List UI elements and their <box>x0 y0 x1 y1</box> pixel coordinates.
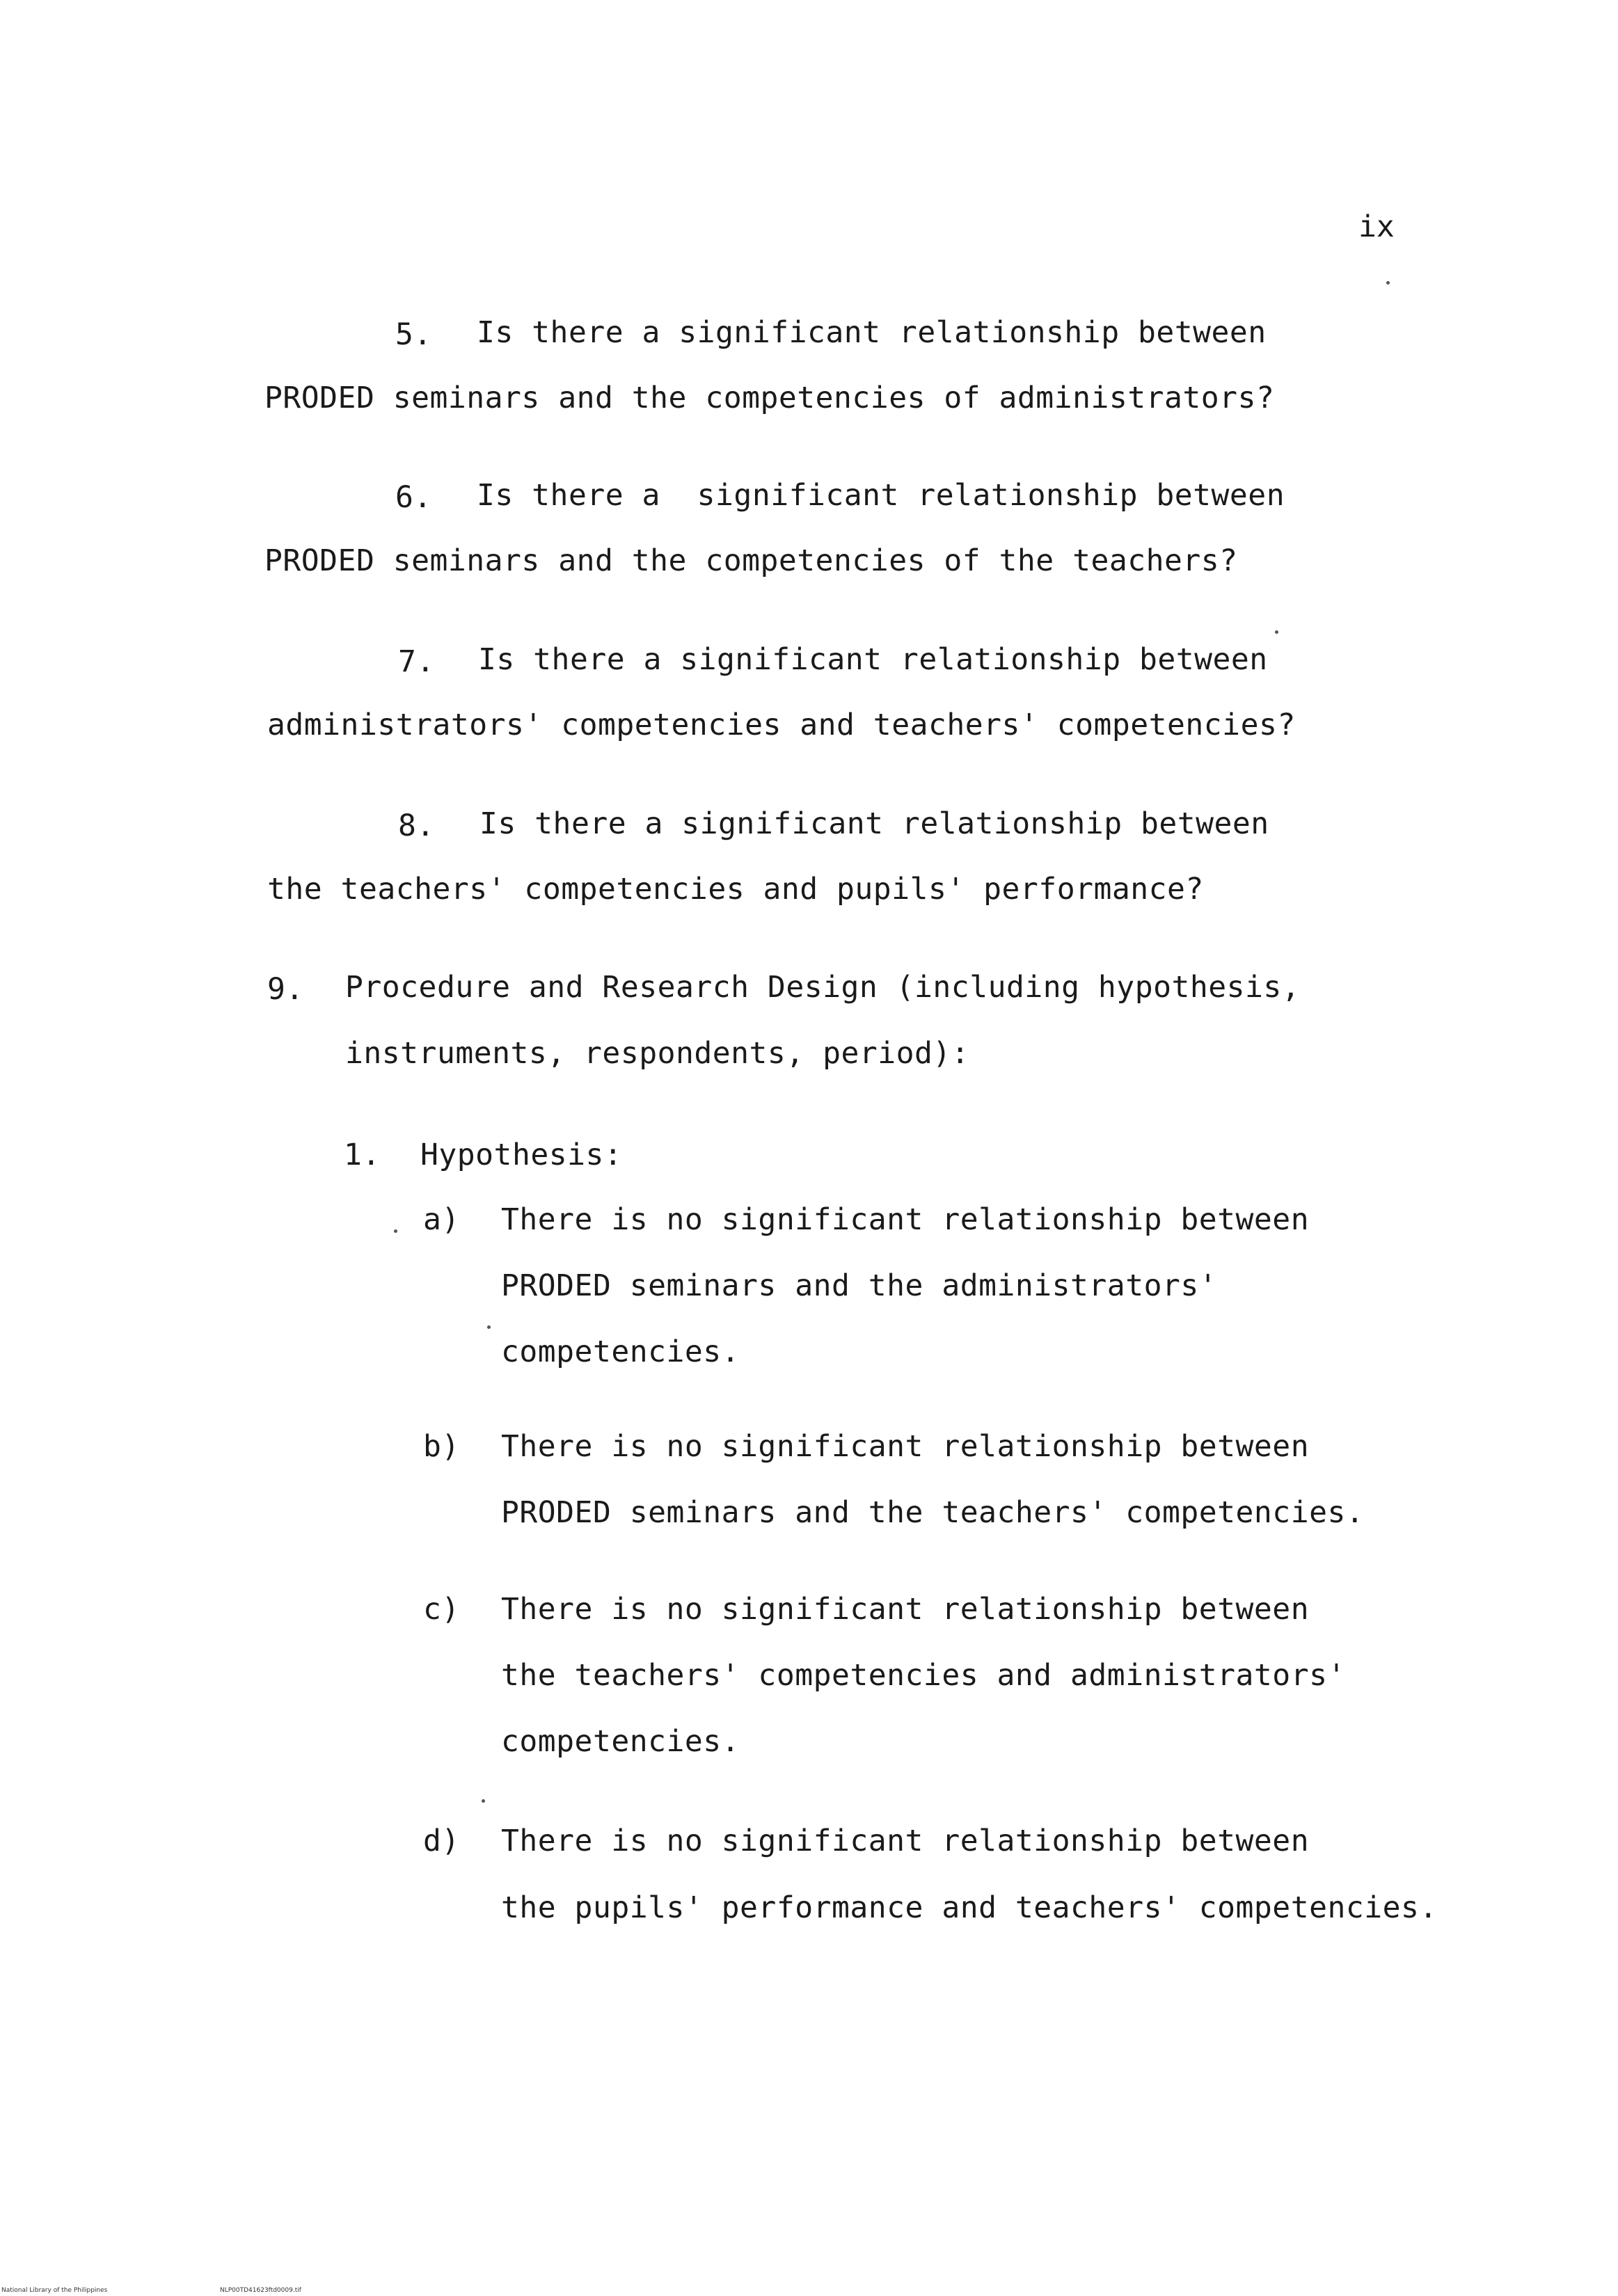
scan-speck <box>1275 630 1278 634</box>
scan-speck <box>1386 281 1390 285</box>
hypothesis-text: There is no significant relationship between <box>501 1429 1310 1464</box>
question-text: PRODED seminars and the competencies of the teachers? <box>264 543 1238 578</box>
section-heading: instruments, respondents, period): <box>345 1036 970 1071</box>
scan-speck <box>487 1325 491 1329</box>
hypothesis-text: the teachers' competencies and administrators' <box>501 1658 1346 1693</box>
scan-speck <box>482 1799 485 1803</box>
question-text: administrators' competencies and teachers' competencies? <box>267 708 1296 742</box>
footer-library: National Library of the Philippines <box>1 2287 108 2294</box>
hypothesis-label: d) <box>423 1824 460 1858</box>
hypothesis-text: PRODED seminars and the administrators' <box>501 1268 1218 1303</box>
hypothesis-text: competencies. <box>501 1724 740 1759</box>
hypothesis-label: c) <box>423 1592 460 1627</box>
hypothesis-text: There is no significant relationship between <box>501 1592 1310 1627</box>
footer-file: NLP00TD41623ftd0009.tif <box>220 2287 301 2294</box>
question-text: PRODED seminars and the competencies of administrators? <box>264 381 1275 415</box>
question-text: Is there a significant relationship between <box>477 315 1267 350</box>
subsection-title: Hypothesis: <box>420 1138 623 1172</box>
hypothesis-text: There is no significant relationship between <box>501 1824 1310 1858</box>
question-number: 8. <box>398 808 435 843</box>
page-number: ix <box>1358 209 1395 244</box>
subsection-number: 1. <box>344 1138 381 1172</box>
hypothesis-text: There is no significant relationship between <box>501 1202 1310 1237</box>
question-number: 7. <box>398 644 435 679</box>
hypothesis-text: PRODED seminars and the teachers' competencies. <box>501 1495 1365 1530</box>
hypothesis-text: the pupils' performance and teachers' competencies. <box>501 1890 1438 1925</box>
question-number: 5. <box>395 317 432 352</box>
scan-speck <box>394 1229 397 1233</box>
section-heading: Procedure and Research Design (including hypothesis, <box>345 970 1301 1005</box>
question-text: Is there a significant relationship between <box>478 642 1268 677</box>
question-text: Is there a significant relationship between <box>477 478 1285 513</box>
hypothesis-text: competencies. <box>501 1334 740 1369</box>
question-text: Is there a significant relationship between <box>479 806 1269 841</box>
hypothesis-label: b) <box>423 1429 460 1464</box>
question-text: the teachers' competencies and pupils' performance? <box>267 872 1204 907</box>
question-number: 6. <box>395 480 432 515</box>
section-number: 9. <box>267 972 304 1007</box>
hypothesis-label: a) <box>423 1202 460 1237</box>
